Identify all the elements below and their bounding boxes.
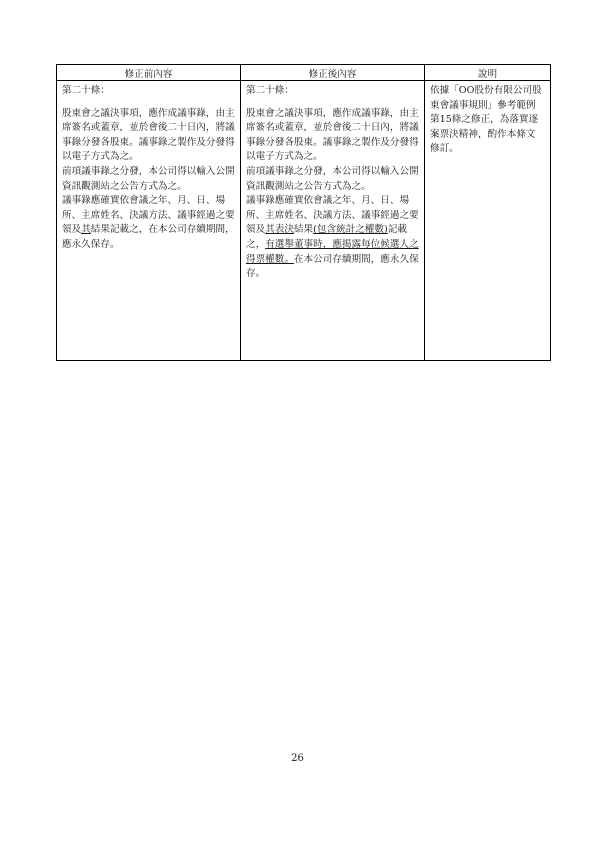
explanation-text: 依據「OO股份有限公司股東會議事規則」參考範例第15條之修正，為落實逐案票決精神，酌作本條文修訂。 bbox=[430, 85, 542, 155]
after-p3-text-b: 結果 bbox=[293, 224, 314, 236]
amendment-comparison-table bbox=[56, 64, 551, 361]
after-article-title: 第二十條： bbox=[246, 85, 294, 96]
header-after-amendment: 修正後內容 bbox=[241, 65, 425, 81]
after-p3-text-d: 在本公司存續期間，應永久保存。 bbox=[246, 253, 419, 280]
header-before-amendment: 修正前內容 bbox=[57, 65, 241, 81]
before-paragraph-1: 股東會之議決事項，應作成議事錄，由主席簽名或蓋章，並於會後二十日內，將議事錄分發各股東。議事錄之製作及分發得以電子方式為之。 bbox=[62, 107, 235, 163]
after-p3-text-c: 記載之， bbox=[246, 224, 407, 250]
header-explanation: 說明 bbox=[425, 65, 551, 81]
after-paragraph-2: 前項議事錄之分發，本公司得以輸入公開資訊觀測站之公告方式為之。 bbox=[246, 165, 419, 192]
before-amendment-cell bbox=[57, 81, 241, 361]
after-amendment-cell bbox=[241, 81, 425, 361]
after-p3-underlined-1: 其表決 bbox=[265, 224, 294, 236]
before-p3-text-b: 結果記載之，在本公司存續期間，應永久保存。 bbox=[62, 224, 235, 250]
explanation-cell bbox=[425, 81, 551, 361]
table-row bbox=[57, 81, 551, 361]
before-paragraph-3 bbox=[62, 194, 235, 252]
after-p3-underlined-2: (包含統計之權數) bbox=[313, 224, 388, 236]
before-p3-text-a: 議事錄應確實依會議之年、月、日、場所、主席姓名、決議方法、議事經過之要領及 bbox=[62, 195, 235, 236]
table-header-row bbox=[57, 65, 551, 81]
before-p3-underlined: 其 bbox=[81, 224, 91, 236]
after-paragraph-1: 股東會之議決事項，應作成議事錄，由主席簽名或蓋章，並於會後二十日內，將議事錄分發各股東。議事錄之製作及分發得以電子方式為之。 bbox=[246, 107, 419, 163]
after-paragraph-3 bbox=[246, 194, 419, 282]
after-p3-text-a: 議事錄應確實依會議之年、月、日、場所、主席姓名、決議方法、議事經過之要領及 bbox=[246, 195, 419, 236]
after-p3-underlined-3: 有選舉董事時，應揭露每位候選人之得票權數。 bbox=[246, 238, 419, 265]
before-article-title: 第二十條： bbox=[62, 85, 110, 96]
page-number: 26 bbox=[291, 753, 304, 764]
before-paragraph-2: 前項議事錄之分發，本公司得以輸入公開資訊觀測站之公告方式為之。 bbox=[62, 165, 235, 192]
